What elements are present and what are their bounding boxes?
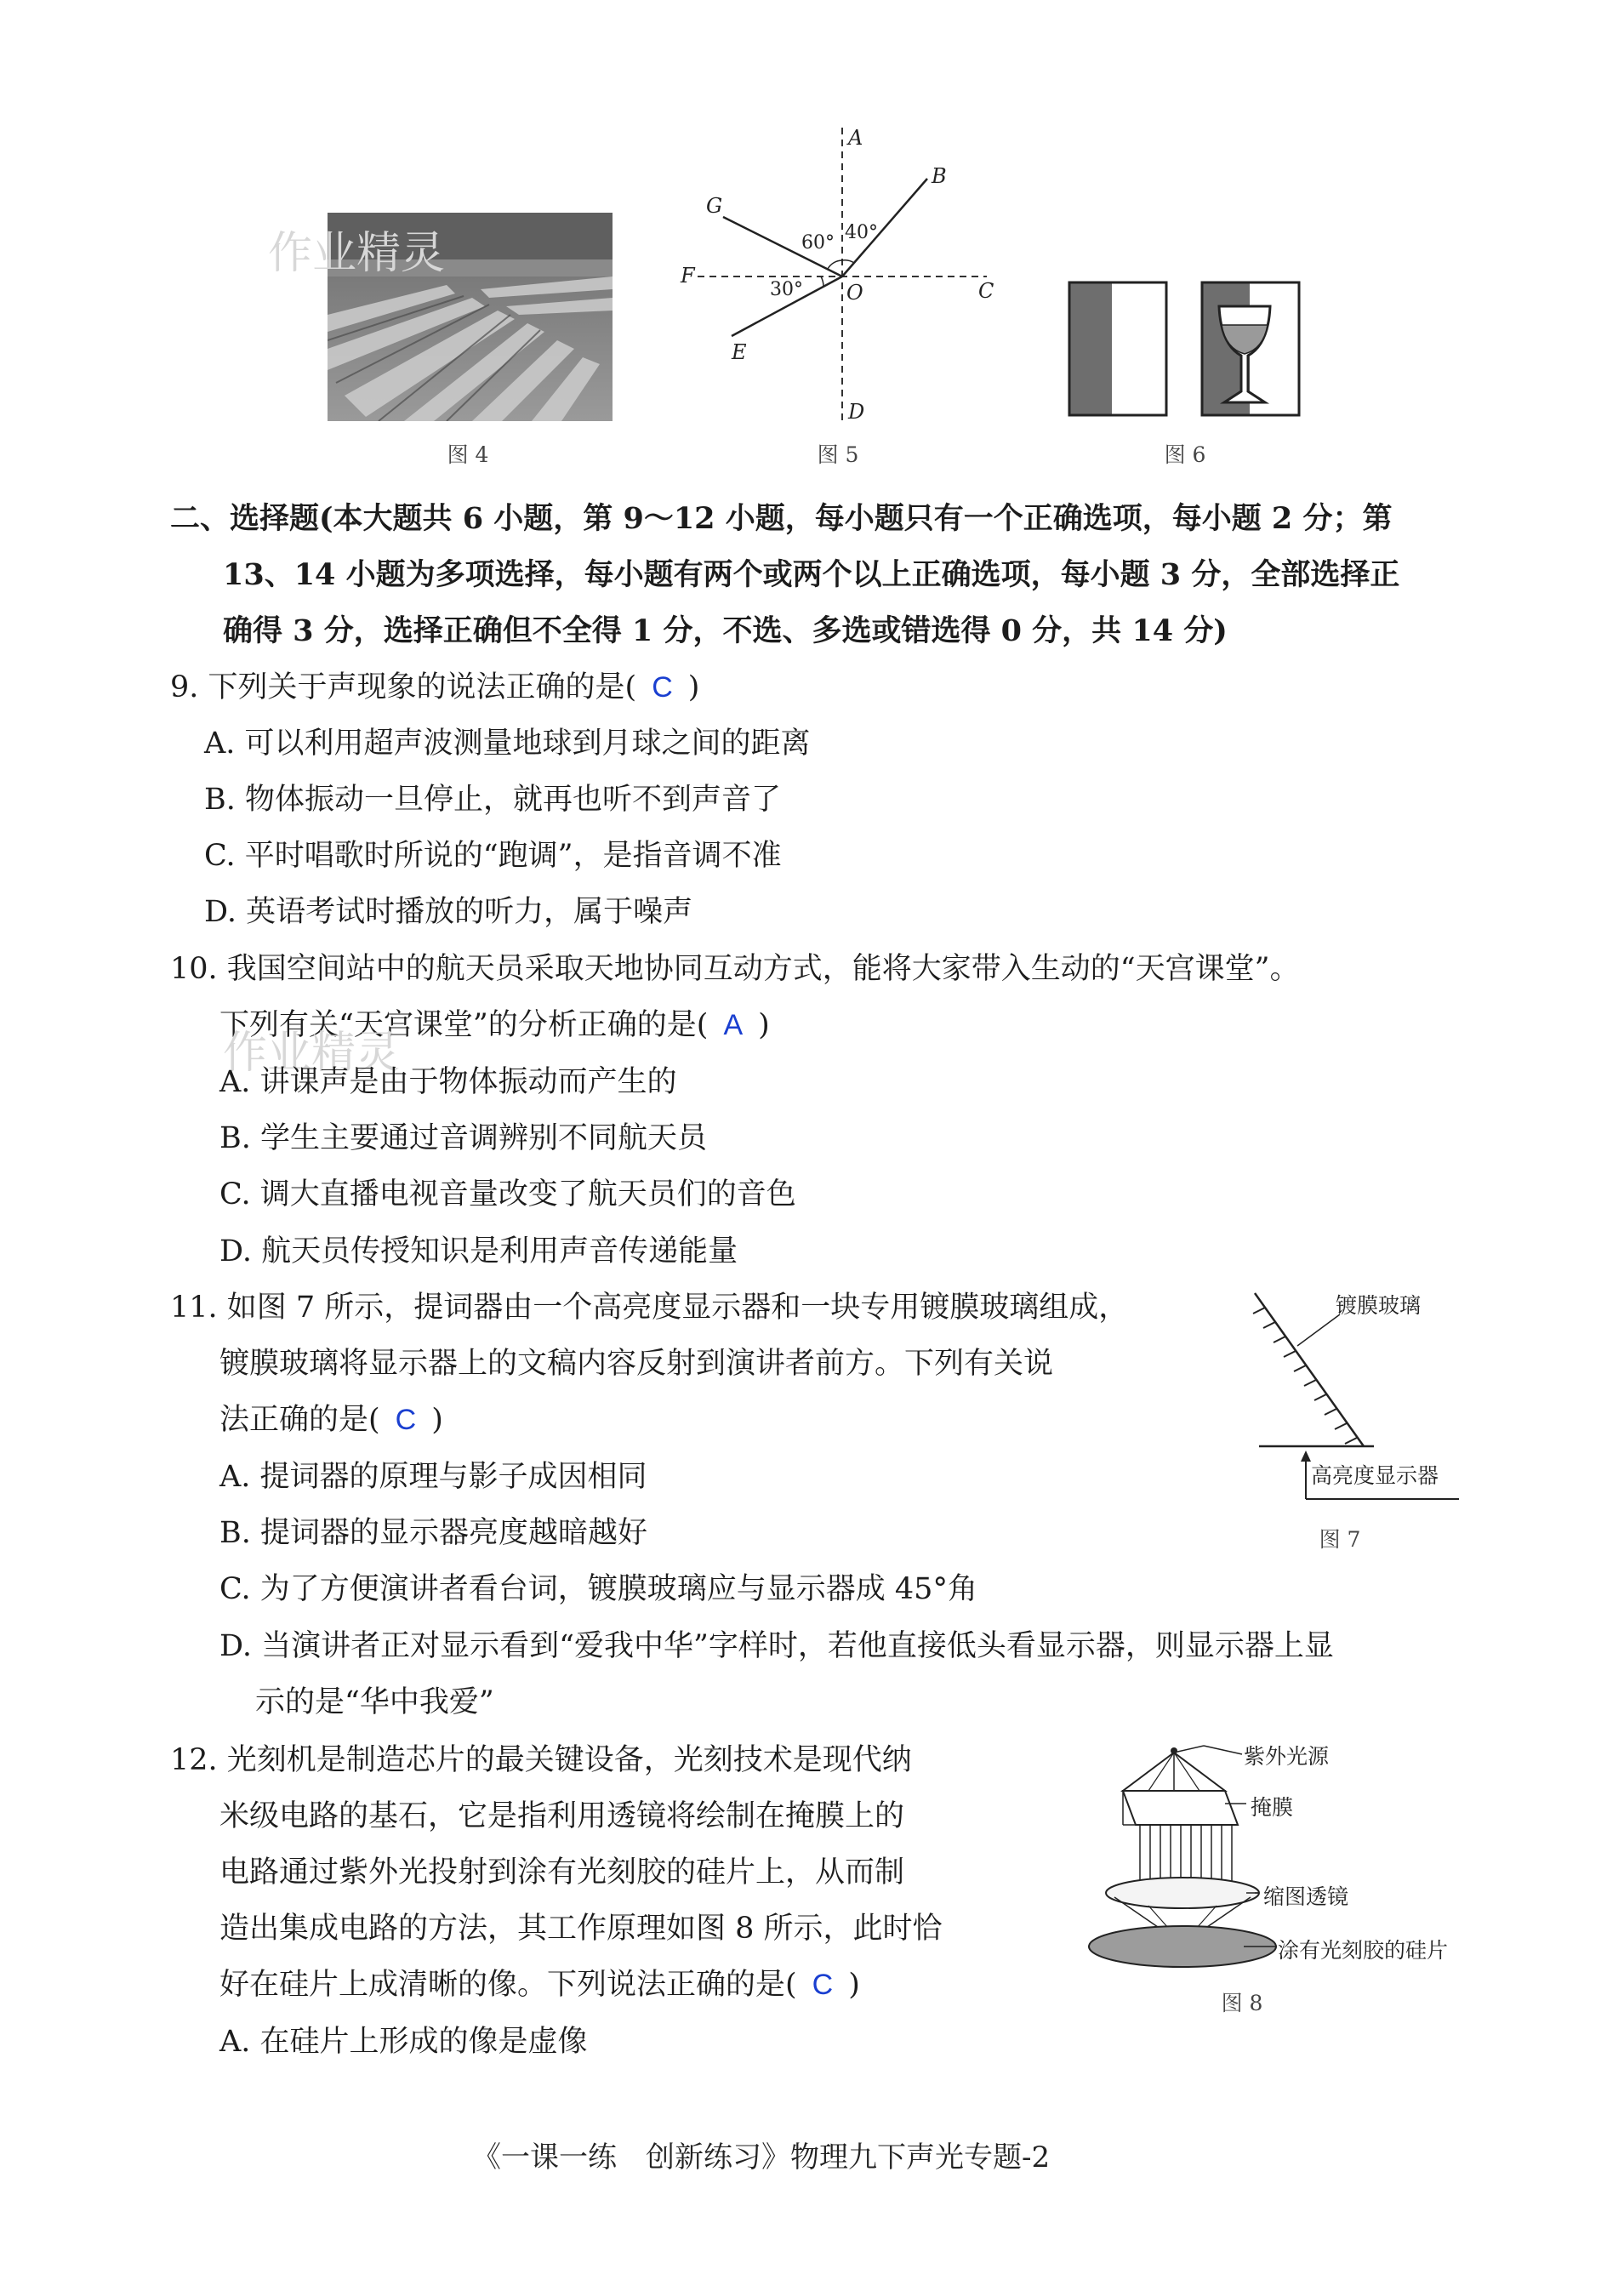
figure-5-diagram xyxy=(672,119,1012,434)
q9-option-d: D. 英语考试时播放的听力，属于噪声 xyxy=(204,895,693,929)
q11-option-b: B. 提词器的显示器亮度越暗越好 xyxy=(219,1516,647,1550)
figure-4 xyxy=(268,213,613,421)
q11-option-d-line-1: D. 当演讲者正对显示看到“爱我中华”字样时，若他直接低头看显示器，则显示器上显 xyxy=(219,1629,1334,1663)
section-heading-line-3: 确得 3 分，选择正确但不全得 1 分，不选、多选或错选得 0 分，共 14 分) xyxy=(223,613,1228,648)
q10-close: ) xyxy=(758,1008,770,1042)
fig5-angle-40: 40° xyxy=(845,222,878,243)
q11-option-c: C. 为了方便演讲者看台词，镀膜玻璃应与显示器成 45°角 xyxy=(219,1572,977,1606)
q12-stem-line-5 xyxy=(219,1966,860,2004)
q9-close: ) xyxy=(687,670,700,704)
q11-stem-line-3 xyxy=(219,1401,443,1439)
figure-6-panels xyxy=(1068,281,1302,417)
fig7-label-display: 高亮度显示器 xyxy=(1311,1463,1439,1488)
q12-stem-line-4: 造出集成电路的方法，其工作原理如图 8 所示，此时恰 xyxy=(219,1912,943,1946)
fig5-label-O: O xyxy=(846,281,863,305)
section-heading-line-1: 二、选择题(本大题共 6 小题，第 9～12 小题，每小题只有一个正确选项，每小题 2 分；第 xyxy=(170,501,1393,536)
q11-stem-line-2: 镀膜玻璃将显示器上的文稿内容反射到演讲者前方。下列有关说 xyxy=(219,1347,1054,1381)
fig8-label-wafer: 涂有光刻胶的硅片 xyxy=(1278,1938,1449,1963)
fig5-label-A: A xyxy=(848,126,863,150)
fig5-label-D: D xyxy=(848,400,865,424)
fig5-label-F: F xyxy=(681,264,695,288)
q9-stem-text: 9. 下列关于声现象的说法正确的是( xyxy=(170,670,637,704)
q11-option-d-line-2: 示的是“华中我爱” xyxy=(255,1685,494,1719)
q11-stem-line-1: 11. 如图 7 所示，提词器由一个高亮度显示器和一块专用镀膜玻璃组成， xyxy=(170,1291,1129,1325)
q12-stem-line-1: 12. 光刻机是制造芯片的最关键设备，光刻技术是现代纳 xyxy=(170,1743,912,1777)
q10-option-c: C. 调大直播电视音量改变了航天员们的音色 xyxy=(219,1177,796,1211)
q10-answer: A xyxy=(723,1009,744,1041)
fig5-label-G: G xyxy=(706,194,723,218)
q10-option-d: D. 航天员传授知识是利用声音传递能量 xyxy=(219,1234,738,1268)
q9-option-c: C. 平时唱歌时所说的“跑调”，是指音调不准 xyxy=(204,839,782,873)
figure-4-caption: 图 4 xyxy=(447,442,489,467)
q11-close: ) xyxy=(431,1403,443,1437)
q9-option-a: A. 可以利用超声波测量地球到月球之间的距离 xyxy=(204,727,811,761)
fig5-angle-30: 30° xyxy=(770,279,803,300)
q9-answer: C xyxy=(652,671,673,704)
figure-7 xyxy=(1246,1276,1476,1527)
fig5-label-B: B xyxy=(932,164,947,188)
q9-option-b: B. 物体振动一旦停止，就再也听不到声音了 xyxy=(204,783,781,817)
q10-option-a: A. 讲课声是由于物体振动而产生的 xyxy=(219,1065,677,1099)
figure-6-caption: 图 6 xyxy=(1164,442,1206,467)
fig5-label-C: C xyxy=(978,279,994,303)
q11-answer: C xyxy=(395,1404,417,1436)
fig8-label-uv-source: 紫外光源 xyxy=(1244,1744,1330,1769)
q10-stem-text: 下列有关“天宫课堂”的分析正确的是( xyxy=(219,1008,709,1042)
q11-stem-text: 法正确的是( xyxy=(219,1403,380,1437)
figure-5 xyxy=(672,119,1012,434)
q12-option-a: A. 在硅片上形成的像是虚像 xyxy=(219,2025,588,2059)
section-heading-line-2: 13、14 小题为多项选择，每小题有两个或两个以上正确选项，每小题 3 分，全部选择正 xyxy=(223,557,1400,592)
figure-5-caption: 图 5 xyxy=(817,442,859,467)
q9-stem xyxy=(170,669,699,706)
q12-stem-line-2: 米级电路的基石，它是指利用透镜将绘制在掩膜上的 xyxy=(219,1799,905,1833)
fig5-label-E: E xyxy=(732,340,747,364)
figure-8 xyxy=(1055,1736,1480,1991)
q11-option-a: A. 提词器的原理与影子成因相同 xyxy=(219,1460,647,1494)
q10-stem-line-1: 10. 我国空间站中的航天员采取天地协同互动方式，能将大家带入生动的“天宫课堂”。 xyxy=(170,952,1300,986)
fig8-label-mask: 掩膜 xyxy=(1251,1795,1294,1820)
q12-stem-line-3: 电路通过紫外光投射到涂有光刻胶的硅片上，从而制 xyxy=(219,1855,905,1890)
fig7-label-coated-glass: 镀膜玻璃 xyxy=(1336,1293,1422,1318)
q10-option-b: B. 学生主要通过音调辨别不同航天员 xyxy=(219,1121,707,1155)
figure-7-caption: 图 7 xyxy=(1319,1527,1361,1552)
figure-6 xyxy=(1068,281,1302,417)
fig8-label-lens: 缩图透镜 xyxy=(1263,1884,1349,1909)
watermark: 作业精灵 xyxy=(268,228,446,279)
figure-8-caption: 图 8 xyxy=(1221,1991,1263,2015)
fig5-angle-60: 60° xyxy=(801,232,835,254)
q12-stem-text: 好在硅片上成清晰的像。下列说法正确的是( xyxy=(219,1968,797,2002)
q12-close: ) xyxy=(848,1968,860,2002)
q12-answer: C xyxy=(812,1969,834,2001)
watermark-2: 作业精灵 xyxy=(223,1028,401,1079)
page-footer: 《一课一练 创新练习》物理九下声光专题-2 xyxy=(472,2140,1051,2175)
